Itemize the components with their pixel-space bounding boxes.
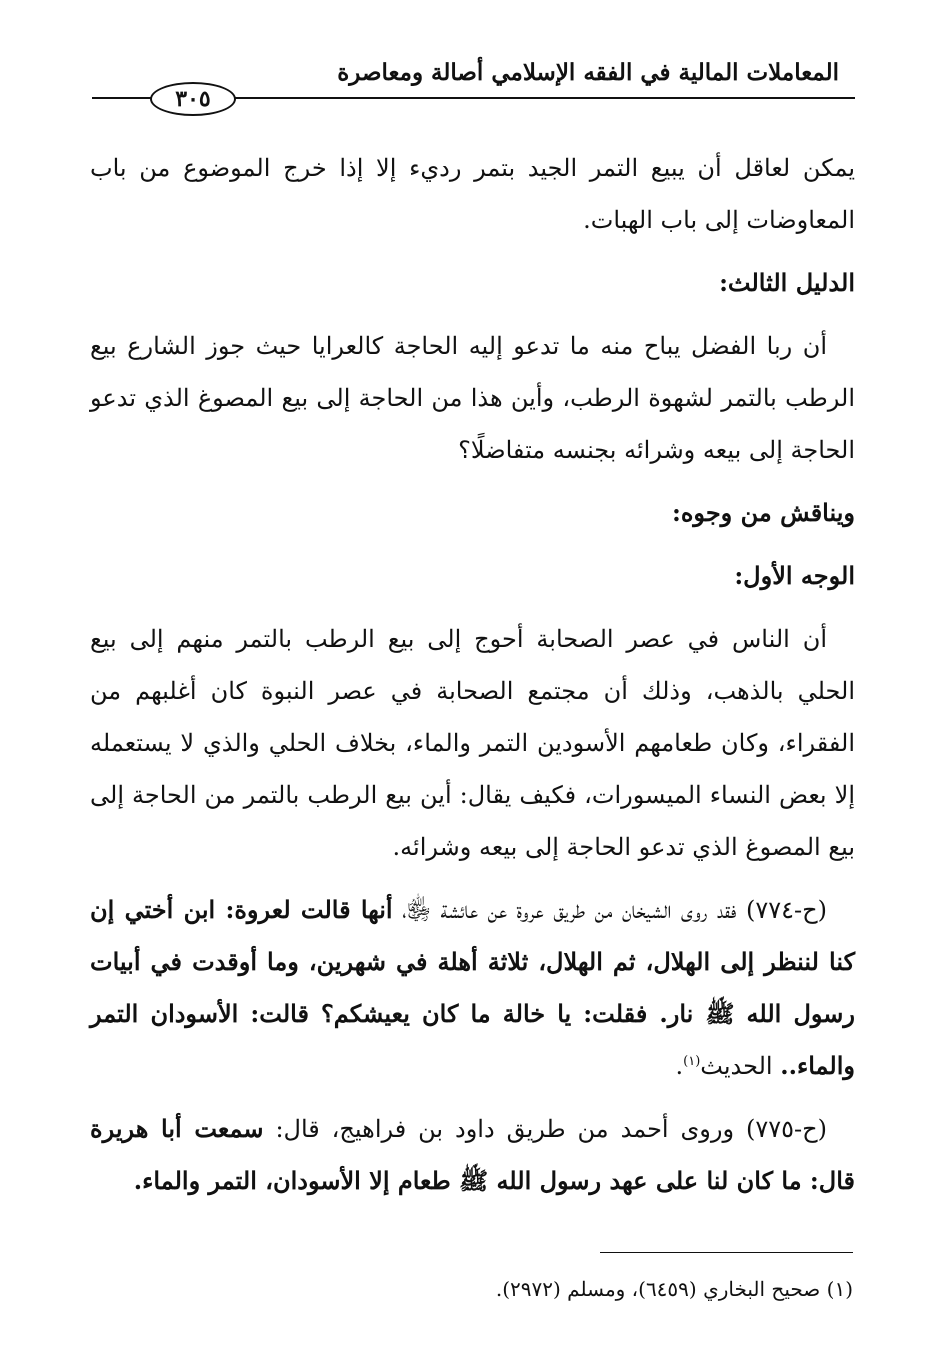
main-text: [90, 142, 855, 1218]
footnote-rule: [600, 1252, 853, 1253]
footnote-ref-1[interactable]: (١): [683, 1054, 701, 1069]
page-number: ٣٠٥: [150, 82, 236, 116]
paragraph-evidence: أن ربا الفضل يباح منه ما تدعو إليه الحاجة كالعرايا حيث جوز الشارع بيع الرطب بالتمر لشهوة الرطب، وأين هذا من الحاجة إلى بيع المصوغ الذي تدعو الحاجة إلى بيعه وشرائه بجنسه متفاضلًا؟: [90, 332, 855, 464]
hadith-775-intro: (ح-٧٧٥) وروى أحمد من طريق داود بن فراهيج، قال:: [275, 1115, 827, 1143]
paragraph-continuation: يمكن لعاقل أن يبيع التمر الجيد بتمر رديء إلا إذا خرج الموضوع من باب المعاوضات إلى باب الهبات.: [90, 154, 855, 234]
paragraph-first-aspect: أن الناس في عصر الصحابة أحوج إلى بيع الرطب بالتمر منهم إلى بيع الحلي بالذهب، وذلك أن مجتمع الصحابة في عصر النبوة كان أغلبهم من الفقراء، وكان طعامهم الأسودين التمر والماء، بخلاف الحلي والذي لا يستعمله إلا بعض النساء الميسورات، فكيف يقال: أين بيع الرطب بالتمر من الحاجة إلى بيع المصوغ الذي تدعو الحاجة إلى بيعه وشرائه.: [90, 625, 855, 861]
heading-third-evidence: الدليل الثالث:: [719, 268, 855, 297]
heading-first-aspect: الوجه الأول:: [734, 561, 855, 590]
hadith-774: (ح-٧٧٤) فقد روى الشيخان من طريق عروة عن عائشة ﵂، أنها قالت لعروة: ابن أختي إن كنا لننظر إلى الهلال، ثم الهلال، ثلاثة أهلة في شهرين، وما أوقدت في أبيات رسول الله ﷺ نار. فقلت: يا خالة ما كان يعيشكم؟ قالت: الأسودان التمر والماء.. الحديث$^{(١)}$.: [90, 895, 855, 1080]
hadith-775: [90, 1103, 855, 1207]
hadith-775-quote: سمعت أبا هريرة قال: ما كان لنا على عهد رسول الله ﷺ طعام إلا الأسودان، التمر والماء.: [90, 1114, 855, 1195]
running-title: المعاملات المالية في الفقه الإسلامي أصالة ومعاصرة: [337, 59, 839, 86]
hadith-774-tail: الحديث: [700, 1052, 773, 1080]
footnote-1: (١) صحيح البخاري (٦٤٥٩)، ومسلم (٢٩٧٢).: [495, 1277, 853, 1301]
heading-discussion: ويناقش من وجوه:: [672, 498, 855, 527]
hadith-774-intro: (ح-٧٧٤) فقد روى الشيخان من طريق عروة عن عائشة ﵂،: [402, 896, 827, 924]
hadith-774-quote: أنها قالت لعروة: ابن أختي إن كنا لننظر إلى الهلال، ثم الهلال، ثلاثة أهلة في شهرين، وما أوقدت في أبيات رسول الله ﷺ نار. فقلت: يا خالة ما كان يعيشكم؟ قالت: الأسودان التمر والماء..: [90, 895, 855, 1080]
